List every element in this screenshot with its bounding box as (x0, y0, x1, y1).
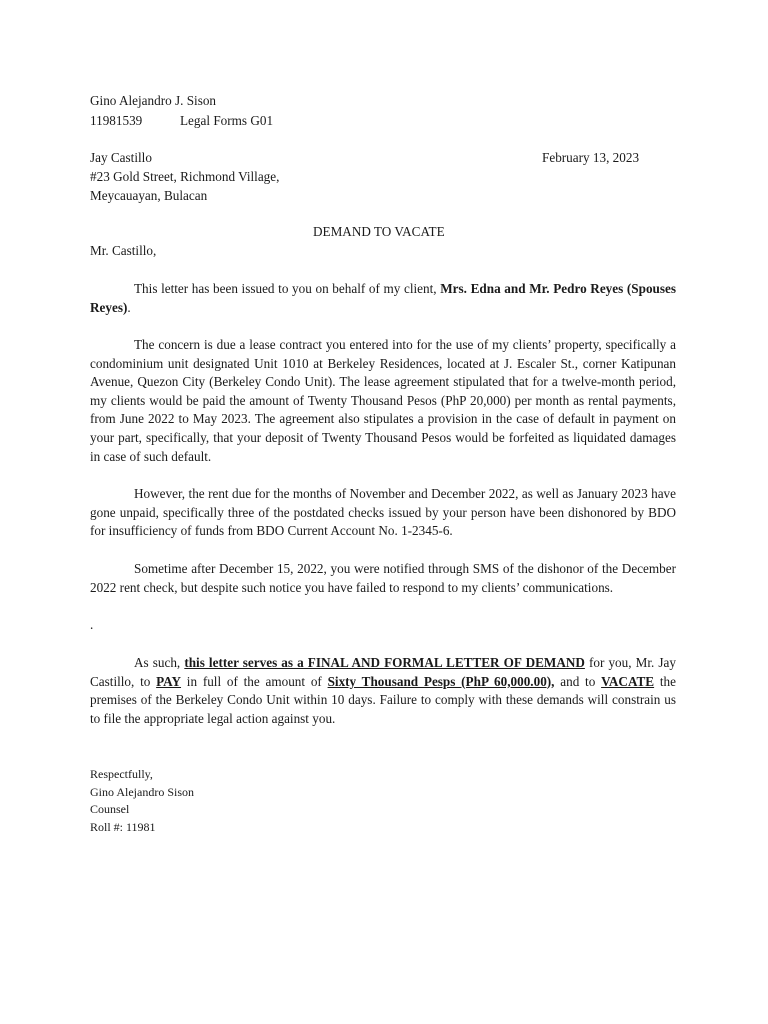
recipient-address-line2: Meycauayan, Bulacan (90, 188, 208, 203)
p3-text: However, the rent due for the months of November and December 2022, as well as January 2023 have gone unpaid, specifically three of the postdated checks issued by your person have been dishonored by BDO for insufficiency of funds from BDO Current Account No. 1-2345-6. (90, 486, 676, 539)
valediction: Respectfully, (90, 767, 153, 781)
p5-text-3: in full of the amount of (181, 673, 328, 689)
sender-id: 11981539 (90, 113, 143, 128)
paragraph-1 (90, 280, 676, 317)
recipient-address-line1: #23 Gold Street, Richmond Village, (90, 169, 280, 184)
letter-title: DEMAND TO VACATE (313, 224, 445, 239)
sender-course: Legal Forms G01 (180, 113, 274, 128)
p2-text: The concern is due a lease contract you entered into for the use of my clients’ property, specifically a condominium unit designated Unit 1010 at Berkeley Residences, located at J. Escaler St., corner Katipunan Avenue, Quezon City (Berkeley Condo Unit). The lease agreement stipulated that for a twelve-month period, my clients would be paid the amount of Twenty Thousand Pesos (PhP 20,000) per month as rental payments, from June 2022 to May 2023. The agreement also stipulates a provision in the case of default in payment on your part, specifically, that your deposit of Twenty Thousand Pesos would be forfeited as liquidated damages in case of such default. (90, 337, 676, 464)
stray-dot: . (90, 617, 94, 632)
recipient-name: Jay Castillo (90, 150, 152, 165)
signatory-name: Gino Alejandro Sison (90, 784, 194, 799)
p1-text: This letter has been issued to you on behalf of my client, (134, 281, 441, 296)
paragraph-4 (90, 560, 676, 597)
letter-date: February 13, 2023 (542, 150, 640, 165)
p5-text-4: and to (554, 673, 602, 689)
p5-pay: PAY (156, 673, 182, 689)
paragraph-3 (90, 485, 676, 541)
p1-end: . (127, 299, 131, 315)
p5-text-1: As such, (134, 655, 185, 670)
signature-block (90, 766, 194, 836)
sender-name: Gino Alejandro J. Sison (90, 93, 217, 108)
signatory-role: Counsel (90, 802, 130, 816)
signatory-roll-number: Roll #: 11981 (90, 819, 156, 834)
p1-client-names: Mrs. Edna and Mr. Pedro Reyes (Spouses Reyes) (90, 281, 677, 315)
p5-vacate: VACATE (601, 673, 655, 689)
p5-amount: Sixty Thousand Pesps (PhP 60,000.00), (327, 673, 555, 689)
p5-text-2: for you, Mr. Jay Castillo, to (90, 655, 676, 689)
p4-text: Sometime after December 15, 2022, you were notified through SMS of the dishonor of the December 2022 rent check, but despite such notice you have failed to respond to my clients’ communications. (90, 561, 676, 595)
p5-final-demand: this letter serves as a FINAL AND FORMAL LETTER OF DEMAND (184, 655, 585, 670)
paragraph-5 (90, 654, 676, 728)
paragraph-2 (90, 336, 676, 466)
salutation: Mr. Castillo, (90, 243, 157, 258)
p5-text-5: the premises of the Berkeley Condo Unit within 10 days. Failure to comply with these demands will constrain us to file the appropriate legal action against you. (90, 673, 676, 726)
